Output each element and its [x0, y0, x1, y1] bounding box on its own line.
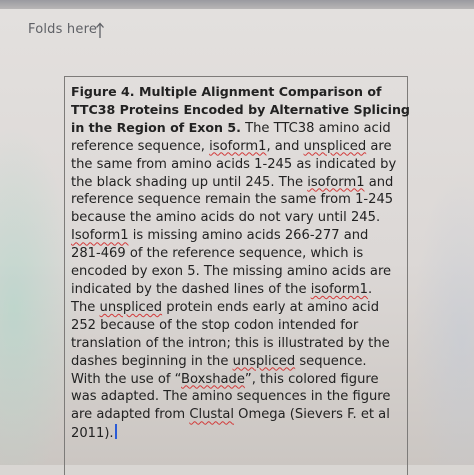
caption-text: 252 because of the stop codon intended for — [71, 317, 359, 333]
caption-text: indicated by the dashed lines of the — [71, 281, 311, 297]
caption-text: translation of the intron; this is illustrated by the — [71, 335, 390, 351]
figure-caption[interactable] — [71, 83, 410, 443]
caption-text: the black shading up until 245. The — [71, 174, 308, 190]
arrow-up-icon — [94, 22, 106, 39]
spellcheck-word: Clustal — [189, 407, 235, 423]
caption-text: . — [368, 281, 373, 297]
caption-text: 281-469 of the reference sequence, which is — [71, 246, 364, 262]
caption-title-line: TTC38 Proteins Encoded by Alternative Splicing — [71, 101, 410, 117]
spellcheck-word: Boxshade — [181, 371, 245, 387]
spellcheck-word: Isoform1 — [71, 228, 129, 244]
caption-text: The TTC38 amino acid — [245, 120, 391, 136]
caption-text-box[interactable] — [64, 76, 408, 475]
folds-here-label: Folds here — [28, 22, 98, 37]
spellcheck-word: unspliced — [303, 138, 367, 154]
caption-title-line: Figure 4. Multiple Alignment Comparison of — [71, 84, 382, 99]
text-cursor — [115, 424, 117, 439]
caption-text: sequence. — [295, 353, 367, 369]
caption-text: encoded by exon 5. The missing amino acids are — [71, 264, 392, 280]
caption-text: are — [366, 138, 392, 154]
spellcheck-word: unspliced — [232, 353, 296, 369]
spellcheck-word: isoform1 — [307, 174, 365, 190]
caption-text: the same from amino acids 1-245 as indicated by — [71, 156, 397, 172]
top-edge-bar — [0, 0, 474, 9]
caption-text: With the use of “ — [71, 371, 182, 387]
caption-text: 2011). — [71, 426, 114, 442]
caption-text: protein ends early at amino acid — [162, 299, 380, 315]
caption-text: The — [71, 299, 100, 315]
caption-text: are adapted from — [71, 407, 190, 423]
caption-text: is missing amino acids 266-277 and — [128, 228, 369, 244]
caption-title-line: in the Region of Exon 5. — [71, 119, 241, 135]
caption-text: and — [364, 174, 394, 190]
document-page — [0, 9, 474, 465]
spellcheck-word: isoform1 — [310, 281, 369, 297]
spellcheck-word: isoform1 — [209, 138, 267, 154]
caption-text: reference sequence remain the same from 1-245 — [71, 192, 394, 208]
caption-text: dashes beginning in the — [71, 353, 233, 369]
caption-text: Omega (Sievers F. et al — [234, 407, 390, 423]
caption-text: ”, this colored figure — [244, 371, 379, 387]
caption-text: reference sequence, — [71, 138, 210, 154]
caption-text: because the amino acids do not vary until 245. — [71, 210, 381, 226]
caption-text: was adapted. The amino sequences in the figure — [71, 389, 391, 405]
caption-text: , and — [266, 138, 304, 154]
spellcheck-word: unspliced — [99, 299, 163, 315]
